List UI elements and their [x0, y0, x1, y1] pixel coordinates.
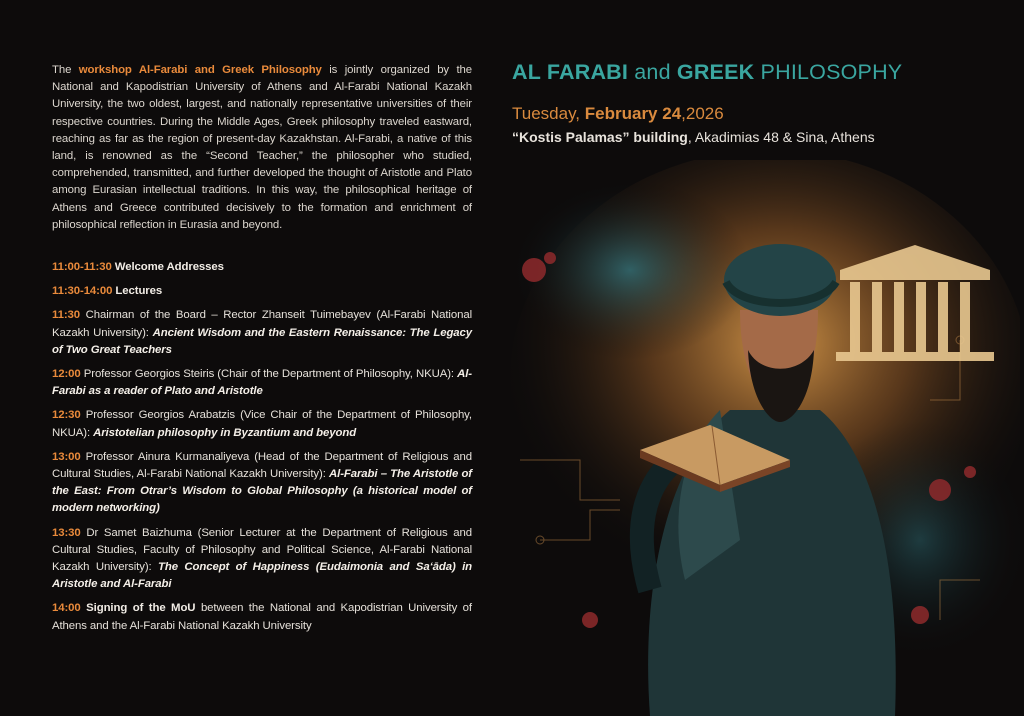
talk-speaker: Chairman of the Board – Rector Zhanseit Tuimebayev (Al-Farabi National Kazakh University): — [52, 309, 472, 339]
time-label: 11:00-11:30 — [52, 261, 112, 274]
session-heading: Welcome Addresses — [114, 261, 224, 274]
program-column — [52, 62, 472, 642]
event-title — [512, 60, 1012, 85]
date-main: February 24 — [584, 104, 682, 123]
intro-paragraph — [52, 62, 472, 234]
talk-title: Al-Farabi as a reader of Plato and Aristotle — [52, 368, 472, 398]
talk-item — [52, 307, 472, 359]
talk-title: Ancient Wisdom and the Eastern Renaissance: The Legacy of Two Great Teachers — [52, 326, 473, 356]
intro-pre: The — [52, 64, 79, 76]
schedule-closing — [52, 600, 472, 634]
session-heading: Signing of the MoU — [86, 602, 196, 615]
talk-item — [52, 525, 472, 594]
time-label: 13:00 — [52, 450, 81, 463]
title-part-c: PHILOSOPHY — [754, 60, 903, 84]
venue-building: “Kostis Palamas” building — [512, 129, 688, 145]
time-label: 13:30 — [52, 526, 81, 539]
talk-speaker: Dr Samet Baizhuma (Senior Lecturer at the Department of Religious and Cultural Studies, Faculty of Philosophy and Political Science, Al-Farabi National Kazakh University): — [52, 526, 472, 574]
talk-title: The Concept of Happiness (Eudaimonia and Sa‘āda) in Aristotle and Al-Farabi — [52, 561, 473, 591]
talk-item — [52, 407, 472, 441]
talk-title: Al-Farabi – The Aristotle of the East: From Otrar’s Wisdom to Global Philosophy (a historical model of modern networking) — [52, 468, 472, 515]
time-label: 11:30-14:00 — [52, 285, 113, 298]
date-day: Tuesday, — [512, 104, 585, 123]
session-heading: Lectures — [115, 285, 163, 298]
intro-text: is jointly organized by the National and Kapodistrian University of Athens and Al-Farabi National Kazakh University, the two oldest, largest, and nationally representative universities of their respective countries. During the Middle Ages, Greek philosophy traveled eastward, reaching as far as the region of present-day Kazakhstan. Al-Farabi, a native of this land, is renowned as the “Second Teacher,” the philosopher who studied, comprehended, transmitted, and further developed the thought of Aristotle and Plato among Eurasian intellectual traditions. In this way, the philosophical heritage of Athens and Greece contributed decisively to the formation and enrichment of philosophical reflection in Eurasia and beyond. — [52, 64, 473, 231]
talk-item — [52, 449, 472, 518]
talk-speaker: Professor Georgios Arabatzis (Vice Chair of the Department of Philosophy, NKUA): — [52, 409, 472, 439]
venue-address: , Akadimias 48 & Sina, Athens — [687, 129, 875, 145]
philosopher-illustration — [500, 160, 1020, 716]
schedule — [52, 259, 472, 635]
closing-text: between the National and Kapodistrian University of Athens and the Al-Farabi National Kazakh University — [52, 602, 472, 632]
title-and: and — [628, 60, 677, 84]
time-label: 11:30 — [52, 309, 81, 322]
event-venue — [512, 129, 1012, 145]
title-part-b: GREEK — [676, 60, 755, 84]
event-date — [512, 104, 1012, 124]
event-header — [512, 60, 1012, 145]
talk-title: Aristotelian philosophy in Byzantium and beyond — [93, 426, 357, 439]
intro-highlight: workshop Al-Farabi and Greek Philosophy — [78, 64, 322, 76]
schedule-lectures — [52, 283, 472, 300]
time-label: 12:30 — [52, 409, 81, 422]
title-part-a: AL FARABI — [512, 60, 629, 84]
talk-speaker: Professor Ainura Kurmanaliyeva (Head of the Department of Religious and Cultural Studies, Al-Farabi National Kazakh University): — [52, 450, 472, 481]
time-label: 14:00 — [52, 602, 81, 615]
talk-item — [52, 366, 472, 400]
talk-speaker: Professor Georgios Steiris (Chair of the Department of Philosophy, NKUA): — [80, 368, 458, 381]
date-year: ,2026 — [681, 104, 724, 123]
schedule-welcome — [52, 259, 472, 276]
time-label: 12:00 — [52, 368, 81, 381]
